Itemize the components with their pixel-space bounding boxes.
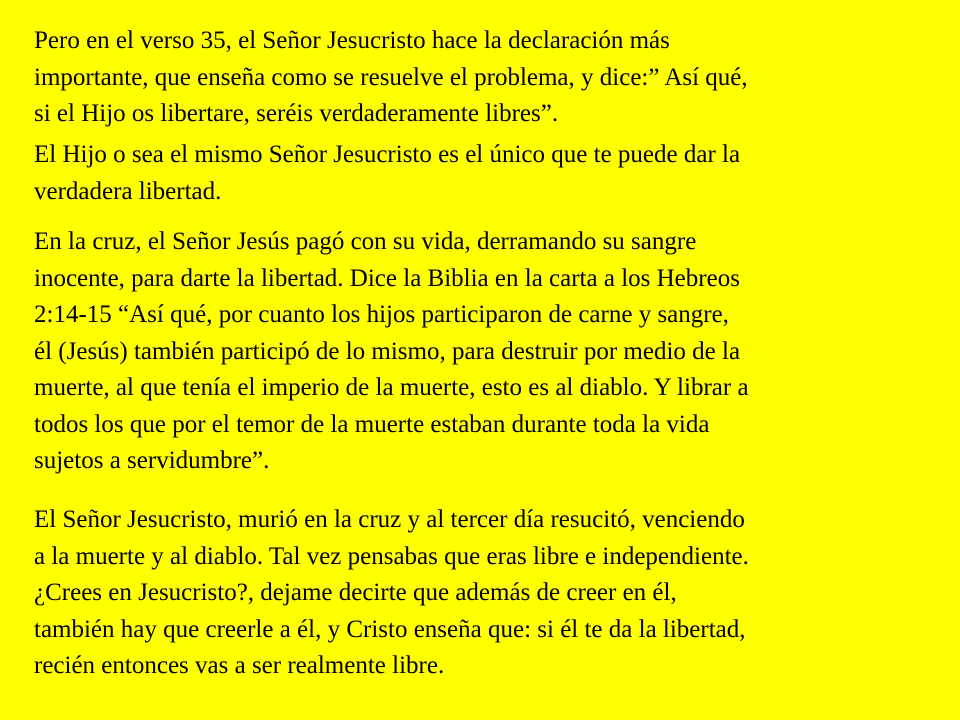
paragraph-verse-35 <box>34 23 954 133</box>
text-line: todos los que por el temor de la muerte estaban durante toda la vida <box>34 410 710 438</box>
text-line: muerte, al que tenía el imperio de la muerte, esto es al diablo. Y librar a <box>34 374 749 401</box>
text-line: él (Jesús) también participó de lo mismo, para destruir por medio de la <box>34 337 741 365</box>
text-line: Pero en el verso 35, el Señor Jesucristo hace la declaración más <box>34 27 670 54</box>
text-line: El Hijo o sea el mismo Señor Jesucristo es el único que te puede dar la <box>34 141 741 168</box>
paragraph-son-gives-freedom <box>34 137 954 210</box>
text-line: a la muerte y al diablo. Tal vez pensabas que eras libre e independiente. <box>34 542 749 570</box>
text-line: ¿Crees en Jesucristo?, dejame decirte que además de creer en él, <box>34 579 677 606</box>
text-line: sujetos a servidumbre”. <box>34 447 270 474</box>
paragraph-resurrection <box>34 502 954 685</box>
text-line: también hay que creerle a él, y Cristo enseña que: si él te da la libertad, <box>34 615 746 643</box>
text-line: recién entonces vas a ser realmente libre. <box>34 652 445 679</box>
text-line: si el Hijo os libertare, seréis verdaderamente libres”. <box>34 100 559 127</box>
text-line: El Señor Jesucristo, murió en la cruz y al tercer día resucitó, venciendo <box>34 506 745 533</box>
text-line: 2:14-15 “Así qué, por cuanto los hijos participaron de carne y sangre, <box>34 301 729 328</box>
paragraph-cross-hebrews <box>34 224 954 480</box>
text-line: importante, que enseña como se resuelve el problema, y dice:” Así qué, <box>34 63 748 91</box>
text-line: En la cruz, el Señor Jesús pagó con su vida, derramando su sangre <box>34 228 697 255</box>
text-line: verdadera libertad. <box>34 177 222 205</box>
text-line: inocente, para darte la libertad. Dice la Biblia en la carta a los Hebreos <box>34 264 740 292</box>
